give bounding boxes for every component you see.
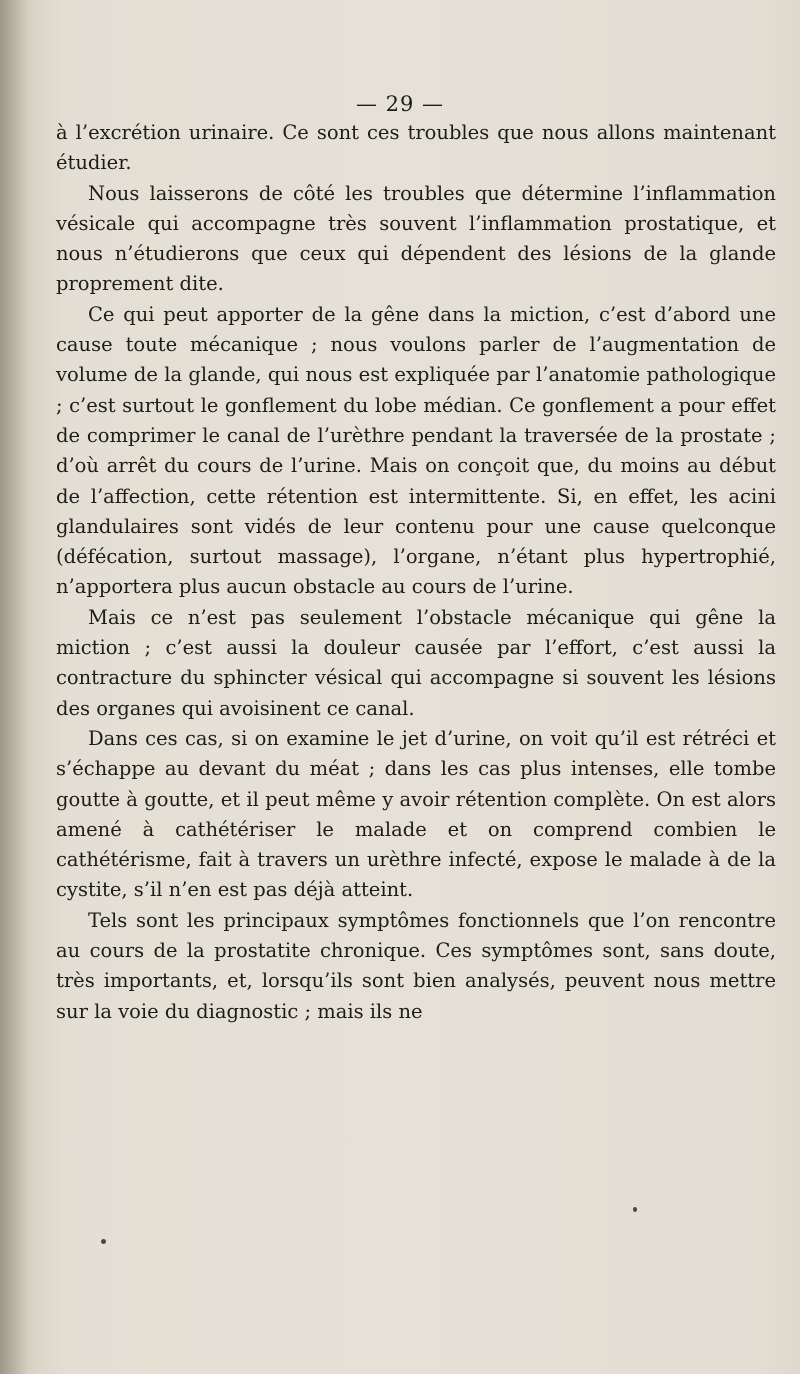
ink-speck [633,1207,637,1212]
page-number: — 29 — [355,92,445,116]
paragraph-2: Nous laisserons de côté les troubles que détermine l’inflammation vésicale qui accompagne très souvent l’inflammation prostatique, et nous n’étudierons que ceux qui dépendent des lésions de la glande proprement dite. [56,181,776,296]
ink-speck [101,1239,106,1244]
paragraph-6: Tels sont les principaux symptômes fonctionnels que l’on rencontre au cours de la prostatite chronique. Ces symptômes sont, sans doute, très importants, et, lorsqu’ils sont bien analysés, peuvent nous mettre sur la voie du diagnostic ; mais ils ne [56,908,776,1023]
paragraph-3: Ce qui peut apporter de la gêne dans la miction, c’est d’abord une cause toute mécanique ; nous voulons parler de l’augmentation de volume de la glande, qui nous est expliquée par l’anatomie pathologique ; c’est surtout le gonflement du lobe médian. Ce gonflement a pour effet de comprimer le canal de l’urèthre pendant la traversée de la prostate ; d’où arrêt du cours de l’urine. Mais on conçoit que, du moins au début de l’affection, cette rétention est intermittente. Si, en effet, les acini glandulaires sont vidés de leur contenu pour une cause quelconque (défécation, surtout massage), l’organe, n’étant plus hypertrophié, n’apportera plus aucun obstacle au cours de l’urine. [56,302,776,599]
body-text [56,118,776,1027]
paragraph-5: Dans ces cas, si on examine le jet d’urine, on voit qu’il est rétréci et s’échappe au devant du méat ; dans les cas plus intenses, elle tombe goutte à goutte, et il peut même y avoir rétention complète. On est alors amené à cathétériser le malade et on comprend combien le cathétérisme, fait à travers un urèthre infecté, expose le malade à de la cystite, s’il n’en est pas déjà atteint. [56,726,776,902]
paragraph-4: Mais ce n’est pas seulement l’obstacle mécanique qui gêne la miction ; c’est aussi la douleur causée par l’effort, c’est aussi la contracture du sphincter vésical qui accompagne si souvent les lésions des organes qui avoisinent ce canal. [56,605,776,720]
paragraph-1: à l’excrétion urinaire. Ce sont ces troubles que nous allons maintenant étudier. [56,121,776,175]
binding-shadow [0,0,28,1374]
